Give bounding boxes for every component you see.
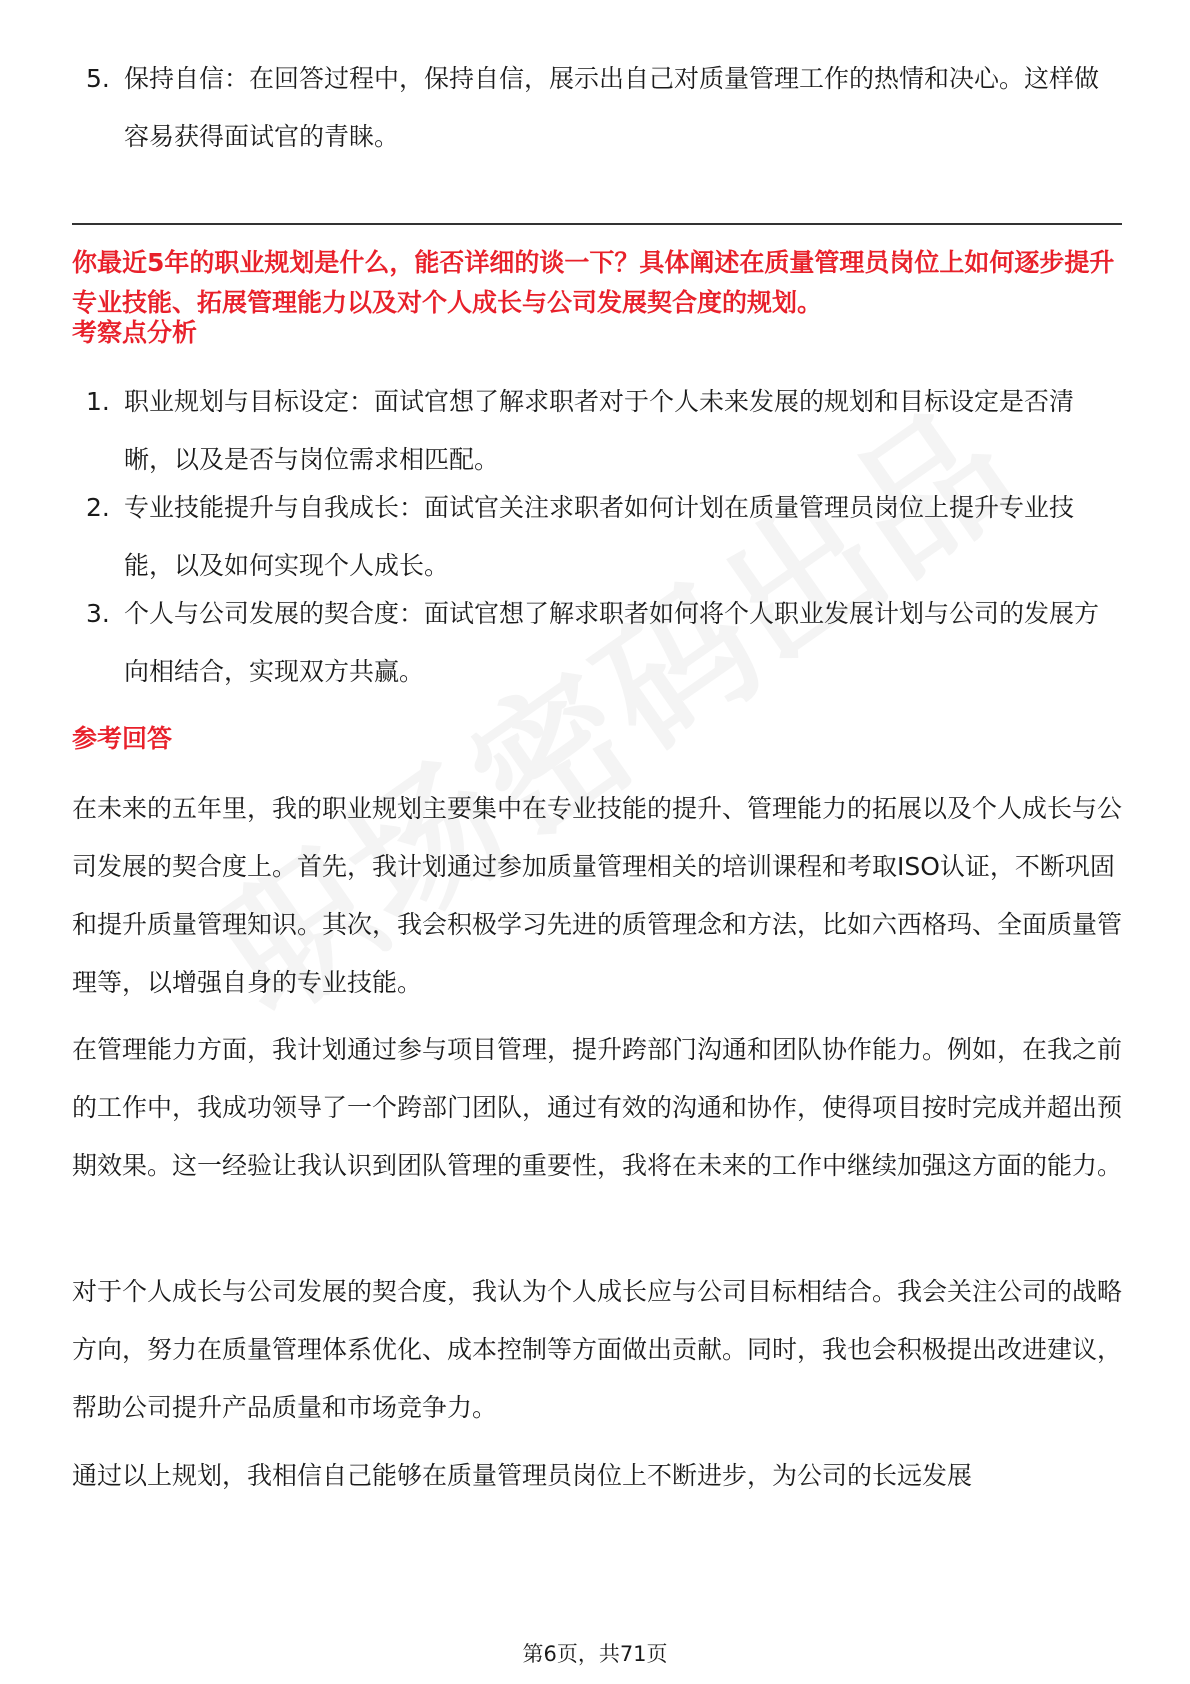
list-text: 个人与公司发展的契合度：面试官想了解求职者如何将个人职业发展计划与公司的发展方向相结合，实现双方共赢。 bbox=[124, 599, 1100, 686]
answer-paragraph: 在未来的五年里，我的职业规划主要集中在专业技能的提升、管理能力的拓展以及个人成长与公司发展的契合度上。首先，我计划通过参加质量管理相关的培训课程和考取ISO认证，不断巩固和提升质量管理知识。其次，我会积极学习先进的质管理念和方法，比如六西格玛、全面质量管理等，以增强自身的专业技能。 bbox=[72, 794, 1123, 997]
list-number: 3. bbox=[86, 599, 110, 628]
answer-title: 参考回答 bbox=[72, 724, 173, 753]
answer-paragraph: 通过以上规划，我相信自己能够在质量管理员岗位上不断进步，为公司的长远发展 bbox=[72, 1461, 973, 1490]
answer-paragraph: 在管理能力方面，我计划通过参与项目管理，提升跨部门沟通和团队协作能力。例如，在我之前的工作中，我成功领导了一个跨部门团队，通过有效的沟通和协作，使得项目按时完成并超出预期效果。这一经验让我认识到团队管理的重要性，我将在未来的工作中继续加强这方面的能力。 bbox=[72, 1035, 1123, 1180]
list-text: 专业技能提升与自我成长：面试官关注求职者如何计划在质量管理员岗位上提升专业技能，以及如何实现个人成长。 bbox=[124, 493, 1075, 580]
list-number: 2. bbox=[86, 493, 110, 522]
analysis-title: 考察点分析 bbox=[72, 318, 198, 347]
list-text: 保持自信：在回答过程中，保持自信，展示出自己对质量管理工作的热情和决心。这样做容易获得面试官的青睐。 bbox=[124, 64, 1100, 151]
answer-paragraph: 对于个人成长与公司发展的契合度，我认为个人成长应与公司目标相结合。我会关注公司的战略方向，努力在质量管理体系优化、成本控制等方面做出贡献。同时，我也会积极提出改进建议，帮助公司提升产品质量和市场竞争力。 bbox=[72, 1277, 1123, 1422]
divider bbox=[72, 223, 1122, 225]
list-number: 1. bbox=[86, 387, 110, 416]
question-heading: 你最近5年的职业规划是什么，能否详细的谈一下？具体阐述在质量管理员岗位上如何逐步提升专业技能、拓展管理能力以及对个人成长与公司发展契合度的规划。 bbox=[72, 248, 1115, 317]
list-text: 职业规划与目标设定：面试官想了解求职者对于个人未来发展的规划和目标设定是否清晰，以及是否与岗位需求相匹配。 bbox=[124, 387, 1075, 474]
page-number: 第6页，共71页 bbox=[522, 1642, 668, 1666]
list-number: 5. bbox=[86, 64, 110, 93]
